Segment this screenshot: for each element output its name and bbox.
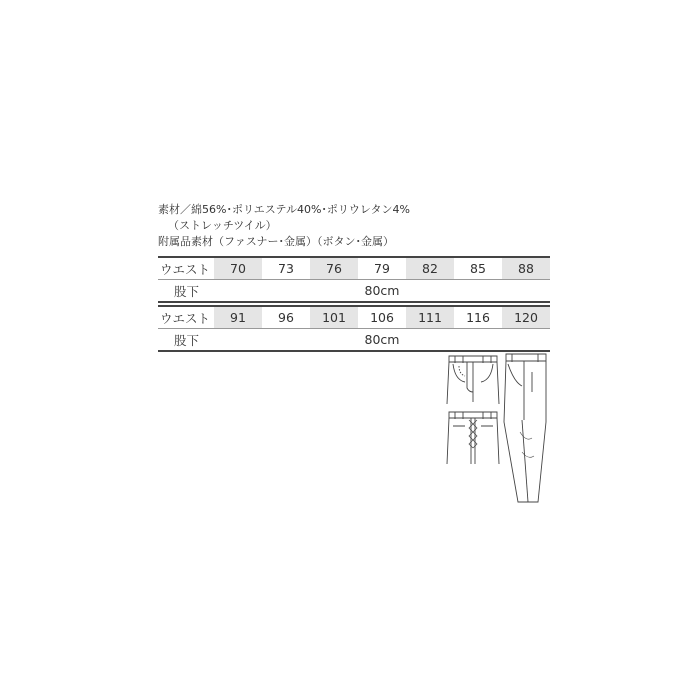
- inseam-row: [158, 329, 550, 352]
- waist-label: ウエスト: [158, 306, 214, 329]
- waist-size-cell: 111: [406, 306, 454, 329]
- material-info: [158, 202, 410, 250]
- waist-size-cell: 120: [502, 306, 550, 329]
- waist-label: ウエスト: [158, 257, 214, 280]
- waist-size-cell: 73: [262, 257, 310, 280]
- inseam-value: 80cm: [214, 329, 550, 352]
- waist-size-cell: 96: [262, 306, 310, 329]
- size-table-1: [158, 256, 550, 303]
- inseam-label: 股下: [158, 329, 214, 352]
- waist-size-cell: 76: [310, 257, 358, 280]
- waist-size-cell: 79: [358, 257, 406, 280]
- material-composition: 素材／綿56%･ポリエステル40%･ポリウレタン4%: [158, 203, 410, 216]
- waist-size-cell: 85: [454, 257, 502, 280]
- waist-size-cell: 101: [310, 306, 358, 329]
- pants-back-detail-icon: [445, 410, 501, 466]
- waist-size-cell: 106: [358, 306, 406, 329]
- pants-front-detail-icon: [445, 354, 501, 406]
- waist-size-cell: 91: [214, 306, 262, 329]
- pants-full-side-icon: [502, 352, 550, 504]
- waist-size-cell: 88: [502, 257, 550, 280]
- inseam-row: [158, 280, 550, 303]
- inseam-label: 股下: [158, 280, 214, 303]
- waist-row: [158, 257, 550, 280]
- inseam-value: 80cm: [214, 280, 550, 303]
- material-fabric-type: （ストレッチツイル）: [168, 219, 277, 232]
- waist-row: [158, 306, 550, 329]
- waist-size-cell: 82: [406, 257, 454, 280]
- size-table-2: [158, 305, 550, 352]
- waist-size-cell: 116: [454, 306, 502, 329]
- accessory-material: 附属品素材（ファスナー･金属）（ボタン･金属）: [158, 235, 395, 248]
- waist-size-cell: 70: [214, 257, 262, 280]
